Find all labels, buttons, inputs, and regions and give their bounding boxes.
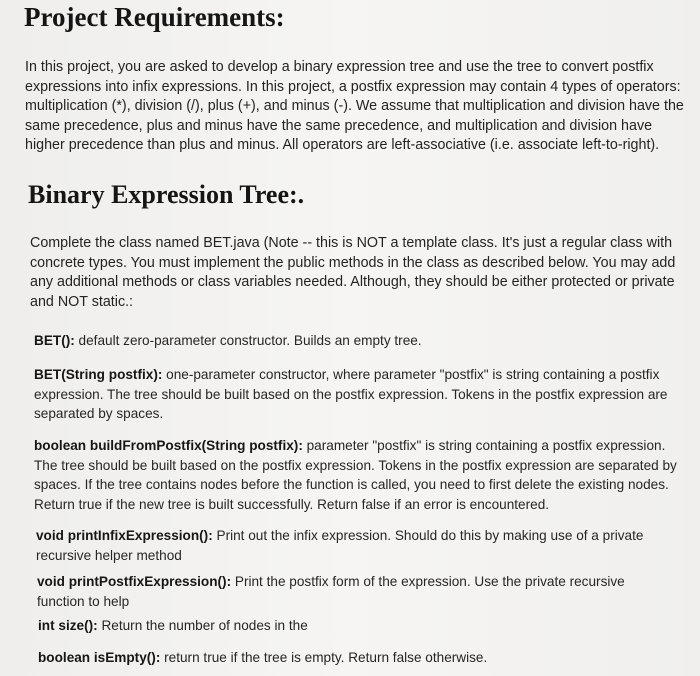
method-is-empty: [38, 648, 658, 668]
method-signature: BET(String postfix):: [34, 367, 163, 382]
method-postfix-constructor: [34, 365, 682, 424]
method-description: parameter "postfix" is string containing a postfix expression. The tree should be built based on the postfix expression. Tokens in the postfix expression are separated by spaces. If the tree contains nodes before the function is called, you need to first delete the existing nodes. Return true if the new tree is built successfully. Return false if an error is encountered.: [34, 438, 677, 512]
method-print-infix: [36, 526, 656, 565]
method-description: one-parameter constructor, where parameter "postfix" is string containing a postfix expression. The tree should be built based on the postfix expression. Tokens in the postfix expression are separated by spaces.: [34, 367, 668, 421]
project-requirements-heading: Project Requirements:: [24, 2, 285, 32]
method-print-postfix: [37, 572, 637, 611]
method-size: [38, 616, 638, 636]
method-signature: BET():: [34, 333, 75, 348]
method-description: default zero-parameter constructor. Builds an empty tree.: [74, 333, 422, 348]
binary-expression-tree-heading: Binary Expression Tree:.: [28, 180, 305, 209]
method-signature: boolean isEmpty():: [38, 650, 161, 665]
bet-class-paragraph: Complete the class named BET.java (Note -- this is NOT a template class. It's just a regular class with concrete types. You must implement the public methods in the class as described below. You may add any additional methods or class variables needed. Although, they should be either protected or private and NOT static.:: [30, 235, 676, 310]
method-default-constructor: [34, 331, 674, 351]
method-description: Print the postfix form of the expression. Use the private recursive function to help: [37, 574, 625, 609]
method-signature: boolean buildFromPostfix(String postfix):: [34, 438, 303, 453]
method-description: Print out the infix expression. Should do this by making use of a private recursive helper method: [36, 528, 644, 563]
method-description: Return the number of nodes in the: [97, 618, 308, 633]
method-description: return true if the tree is empty. Return false otherwise.: [160, 650, 488, 665]
method-signature: void printInfixExpression():: [36, 528, 213, 543]
intro-paragraph: In this project, you are asked to develop a binary expression tree and use the tree to convert postfix expressions into infix expressions. In this project, a postfix expression may contain 4 types of operators: multiplication (*), division (/), plus (+), and minus (-). We assume that multiplication and division have the same precedence, plus and minus have the same precedence, and multiplication and division have higher precedence than plus and minus. All operators are left-associative (i.e. associate left-to-right).: [25, 59, 684, 153]
method-build-from-postfix: [34, 436, 682, 514]
method-signature: void printPostfixExpression():: [37, 574, 232, 589]
method-signature: int size():: [38, 618, 98, 633]
